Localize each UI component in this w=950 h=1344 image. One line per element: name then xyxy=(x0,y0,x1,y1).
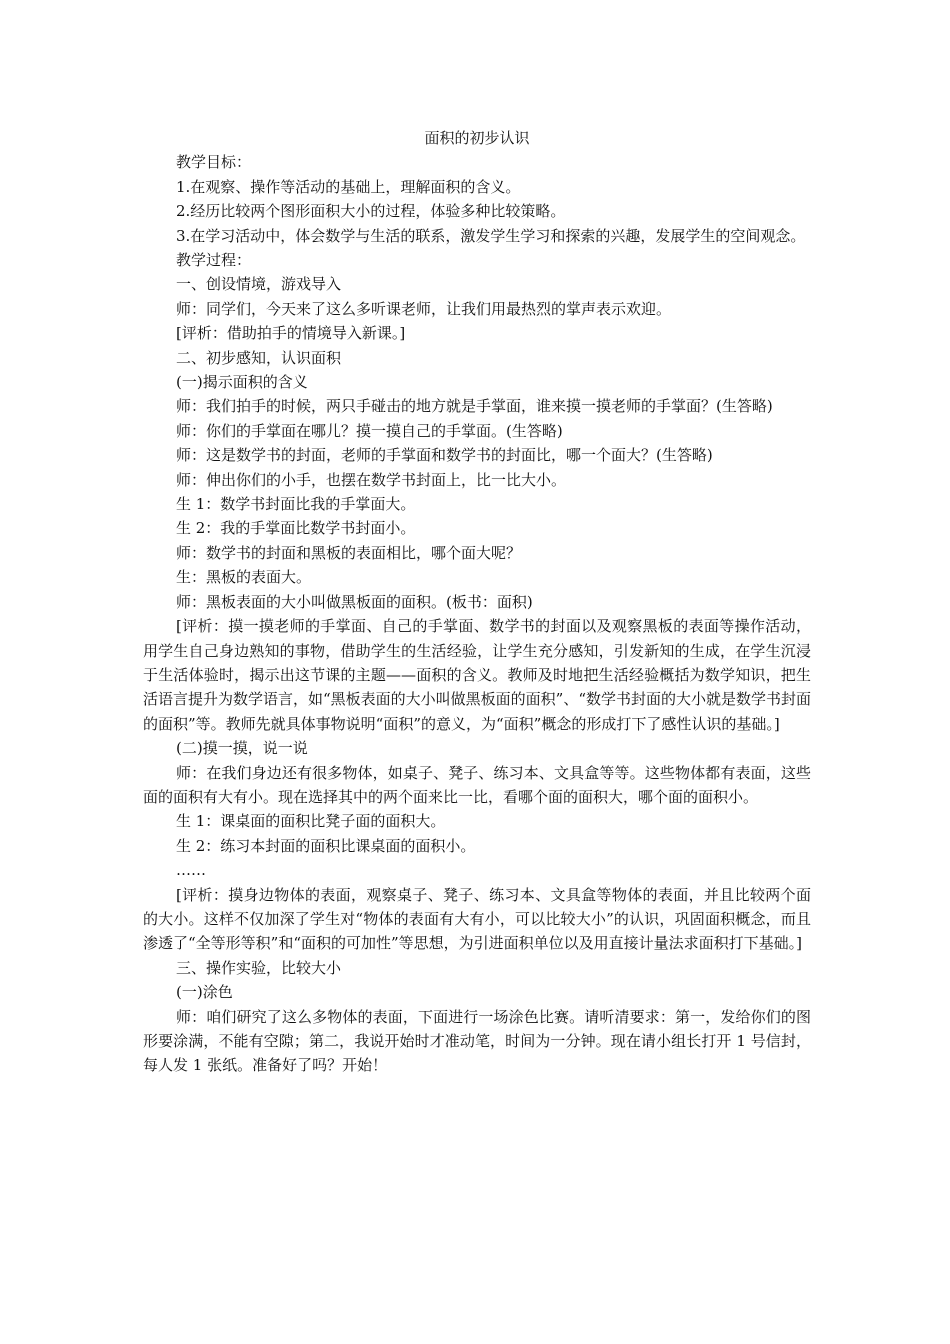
paragraph: 生：黑板的表面大。 xyxy=(176,568,312,587)
paragraph: (一)涂色 xyxy=(176,983,233,1002)
paragraph: 师：同学们，今天来了这么多听课老师，让我们用最热烈的掌声表示欢迎。 xyxy=(176,299,672,318)
paragraph: 师：数学书的封面和黑板的表面相比，哪个面大呢？ xyxy=(176,543,522,562)
paragraph: 教学目标： xyxy=(176,153,252,172)
document-body xyxy=(143,126,811,1078)
paragraph: 生 2：练习本封面的面积比课桌面的面积小。 xyxy=(176,836,476,855)
paragraph: 1.在观察、操作等活动的基础上，理解面积的含义。 xyxy=(176,177,521,196)
paragraph: 生 1：课桌面的面积比凳子面的面积大。 xyxy=(176,812,446,831)
paragraph: [评析：摸身边物体的表面，观察桌子、凳子、练习本、文具盒等物体的表面，并且比较两个面的大小。这样不仅加深了学生对“物体的表面有大有小，可以比较大小”的认识，巩固面积概念，而且渗透了“全等形等积”和“面积的可加性”等思想，为引进面积单位以及用直接计量法求面积打下基础。] xyxy=(143,885,811,953)
paragraph: [评析：摸一摸老师的手掌面、自己的手掌面、数学书的封面以及观察黑板的表面等操作活动，用学生自己身边熟知的事物，借助学生的生活经验，让学生充分感知，引发新知的生成，在学生沉浸于生活体验时，揭示出这节课的主题——面积的含义。教师及时地把生活经验概括为数学知识，把生活语言提升为数学语言，如“黑板表面的大小叫做黑板面的面积”、“数学书封面的大小就是数学书封面的面积”等。教师先就具体事物说明“面积”的意义，为“面积”概念的形成打下了感性认识的基础。] xyxy=(143,617,812,733)
paragraph: 二、初步感知，认识面积 xyxy=(176,348,342,367)
paragraph: (一)揭示面积的含义 xyxy=(176,373,308,392)
paragraph: 一、创设情境，游戏导入 xyxy=(176,275,342,294)
paragraph: (二)摸一摸，说一说 xyxy=(176,739,308,758)
paragraph: 2.经历比较两个图形面积大小的过程，体验多种比较策略。 xyxy=(176,202,566,221)
paragraph: 教学过程： xyxy=(176,251,252,270)
paragraph: 师：这是数学书的封面，老师的手掌面和数学书的封面比，哪一个面大？(生答略) xyxy=(176,446,713,465)
document-title: 面积的初步认识 xyxy=(424,129,530,147)
paragraph: …… xyxy=(176,861,206,880)
paragraph: 生 2：我的手掌面比数学书封面小。 xyxy=(176,519,416,538)
paragraph: 三、操作实验，比较大小 xyxy=(176,958,342,977)
paragraph: 师：黑板表面的大小叫做黑板面的面积。(板书：面积) xyxy=(176,592,533,611)
paragraph: [评析：借助拍手的情境导入新课。] xyxy=(176,324,406,343)
paragraph: 师：伸出你们的小手，也摆在数学书封面上，比一比大小。 xyxy=(176,470,567,489)
paragraph: 师：咱们研究了这么多物体的表面，下面进行一场涂色比赛。请听清要求：第一，发给你们的图形要涂满，不能有空隙；第二，我说开始时才准动笔，时间为一分钟。现在请小组长打开 1 号信封，每人发 1 张纸。准备好了吗？开始！ xyxy=(143,1007,811,1075)
paragraph: 3.在学习活动中，体会数学与生活的联系，激发学生学习和探索的兴趣，发展学生的空间观念。 xyxy=(176,226,806,245)
paragraph: 师：你们的手掌面在哪儿？摸一摸自己的手掌面。(生答略) xyxy=(176,421,563,440)
paragraph: 生 1：数学书封面比我的手掌面大。 xyxy=(176,495,416,514)
paragraph: 师：在我们身边还有很多物体，如桌子、凳子、练习本、文具盒等等。这些物体都有表面，这些面的面积有大有小。现在选择其中的两个面来比一比，看哪个面的面积大，哪个面的面积小。 xyxy=(143,763,811,806)
paragraph: 师：我们拍手的时候，两只手碰击的地方就是手掌面，谁来摸一摸老师的手掌面？(生答略) xyxy=(176,397,773,416)
